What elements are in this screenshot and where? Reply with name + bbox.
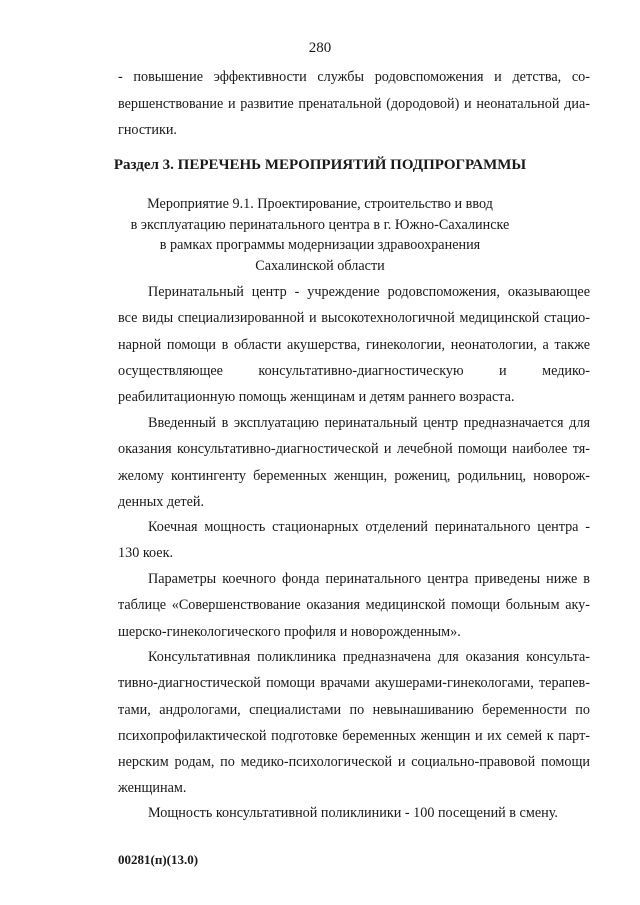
measure-heading-line: в эксплуатацию перинатального центра в г. Южно-Сахалинске — [130, 216, 510, 233]
intro-line: гностики. — [118, 122, 177, 138]
measure-heading-line: Мероприятие 9.1. Проектирование, строительство и ввод — [147, 196, 493, 212]
paragraph-line: желому контингенту беременных женщин, рожениц, родильниц, новорож- — [118, 467, 590, 484]
intro-paragraph — [118, 64, 590, 144]
section-title: Раздел 3. ПЕРЕЧЕНЬ МЕРОПРИЯТИЙ ПОДПРОГРАММЫ — [113, 157, 527, 173]
paragraph-line: шерско-гинекологического профиля и новорожденным». — [118, 623, 461, 640]
paragraph-bed-parameters — [118, 566, 590, 645]
paragraph-line: Параметры коечного фонда перинатального центра приведены ниже в — [148, 571, 590, 587]
paragraph-consultative-clinic — [118, 644, 590, 802]
intro-line: вершенствование и развитие пренатальной (дородовой) и неонатальной диа- — [118, 95, 590, 112]
paragraph-line: Введенный в эксплуатацию перинатальный центр предназначается для — [148, 415, 590, 431]
document-code: 00281(п)(13.0) — [118, 852, 199, 867]
paragraph-line: осуществляющее консультативно-диагностическую и медико- — [118, 362, 590, 379]
paragraph-bed-capacity — [118, 514, 590, 567]
paragraph-line: нерским родам, по медико-психологической и социально-правовой помощи — [118, 754, 590, 771]
paragraph-line: Мощность консультативной поликлиники - 100 посещений в смену. — [148, 805, 558, 821]
paragraph-line: денных детей. — [118, 493, 205, 510]
paragraph-line: нарной помощи в области акушерства, гинекологии, неонатологии, а также — [118, 336, 590, 353]
paragraph-line: тами, андрологами, специалистами по невынашиванию беременности по — [118, 701, 590, 718]
paragraph-purpose — [118, 410, 590, 515]
paragraph-line: реабилитационную помощь женщинам и детям раннего возраста. — [118, 389, 515, 406]
page-number: 280 — [308, 40, 332, 56]
paragraph-line: все виды специализированной и высокотехнологичной медицинской стацио- — [118, 310, 590, 327]
paragraph-line: Консультативная поликлиника предназначена для оказания консульта- — [148, 649, 590, 665]
paragraph-clinic-capacity — [118, 800, 590, 826]
paragraph-line: таблице «Совершенствование оказания медицинской помощи больным аку- — [118, 597, 590, 614]
measure-heading — [0, 194, 640, 276]
paragraph-line: женщинам. — [118, 780, 187, 797]
paragraph-line: Перинатальный центр - учреждение родовспоможения, оказывающее — [148, 284, 590, 300]
paragraph-line: тивно-диагностической помощи врачами акушерами-гинекологами, терапев- — [118, 675, 590, 692]
measure-heading-line: Сахалинской области — [255, 257, 385, 274]
paragraph-line: 130 коек. — [118, 545, 174, 562]
intro-line: - повышение эффективности службы родовспоможения и детства, со- — [118, 69, 590, 85]
measure-heading-line: в рамках программы модернизации здравоохранения — [159, 237, 481, 253]
paragraph-line: Коечная мощность стационарных отделений перинатального центра - — [148, 519, 590, 535]
paragraph-line: психопрофилактической подготовке беременных женщин и их семей к парт- — [118, 727, 590, 744]
paragraph-line: оказания консультативно-диагностической и лечебной помощи наиболее тя- — [118, 441, 590, 458]
paragraph-perinatal-center — [118, 279, 590, 410]
